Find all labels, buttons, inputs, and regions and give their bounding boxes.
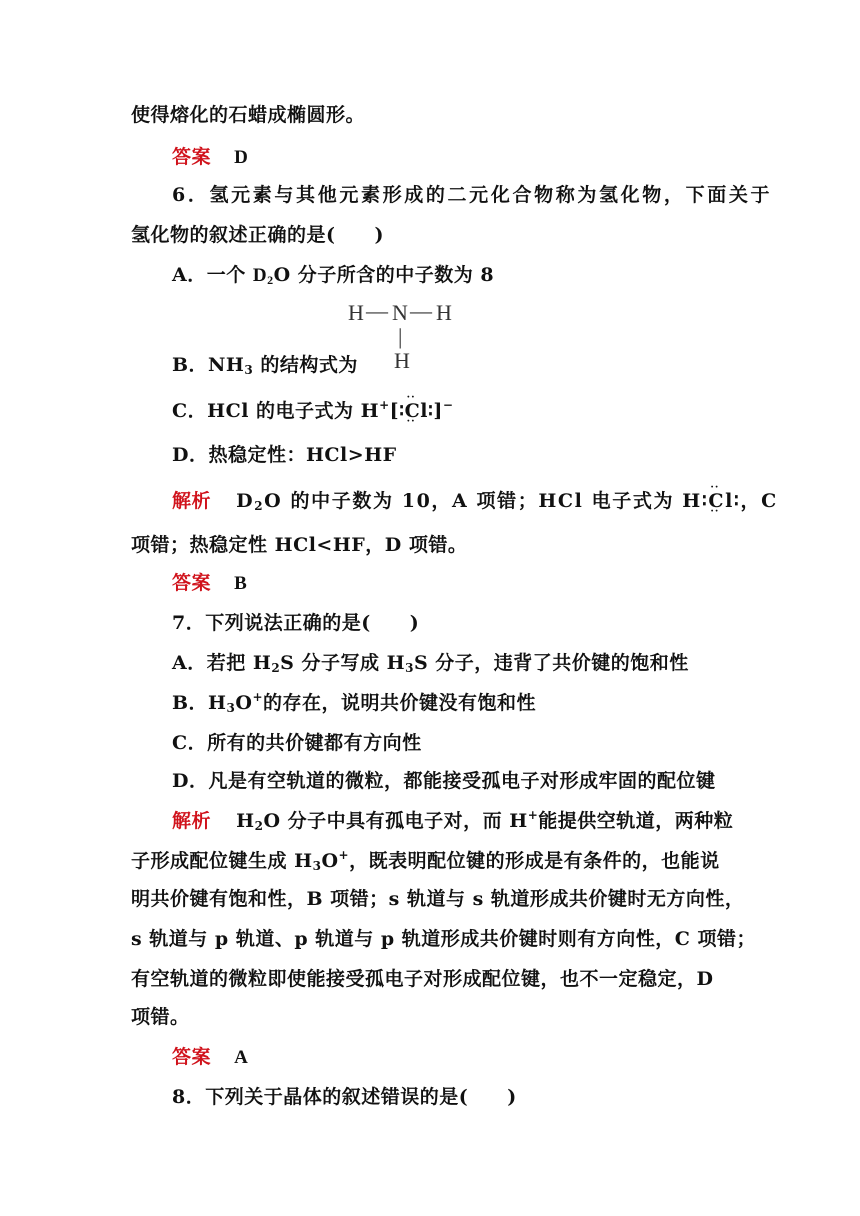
bond: — xyxy=(410,298,432,323)
option-text: 的存在，说明共价键没有饱和性 xyxy=(263,692,537,714)
option-text: C．HCl 的电子式为 H xyxy=(172,400,380,422)
text-line xyxy=(131,106,365,125)
explanation-text: O 的中子数为 10，A 项错；HCl 电子式为 H∶ xyxy=(264,490,709,512)
explanation-line xyxy=(131,1008,190,1027)
option-text: C．所有的共价键都有方向性 xyxy=(172,732,422,754)
question-8-stem xyxy=(172,1088,517,1107)
option-c xyxy=(172,398,454,422)
option-b xyxy=(172,356,358,375)
subscript: 2 xyxy=(254,819,264,833)
subscript: 2 xyxy=(254,499,265,513)
answer-line xyxy=(172,148,248,167)
explanation-text: ，既表明配位键的形成是有条件的，也能说 xyxy=(349,850,720,872)
option-text: D．凡是有空轨道的微粒，都能接受孤电子对形成牢固的配位键 xyxy=(172,770,716,792)
option-text: O xyxy=(235,692,253,714)
option-text: S 分子写成 H xyxy=(280,652,406,674)
question-text: 氢化物的叙述正确的是( ) xyxy=(131,224,384,246)
option-text: 的结构式为 xyxy=(253,354,358,376)
chlorine-atom: ·· Cl ·· xyxy=(405,402,428,421)
question-7-stem xyxy=(172,614,419,633)
explanation-line xyxy=(172,808,734,833)
option-text: D．热稳定性：HCl>HF xyxy=(172,444,397,466)
option-text: A．若把 H xyxy=(172,652,272,674)
bracket: [∶ xyxy=(389,400,405,422)
explanation-text: 明共价键有饱和性，B 项错；s 轨道与 s 轨道形成共价键时无方向性， xyxy=(131,888,745,910)
explanation-line xyxy=(131,848,720,873)
atom-h: H xyxy=(394,348,410,373)
question-text: 7．下列说法正确的是( ) xyxy=(172,612,420,634)
option-a xyxy=(172,266,494,285)
subscript: 3 xyxy=(405,661,414,675)
answer-label: 答案 xyxy=(172,1046,212,1068)
question-text: 8．下列关于晶体的叙述错误的是( ) xyxy=(172,1086,517,1108)
bond: | xyxy=(398,324,403,349)
explanation-label: 解析 xyxy=(172,810,212,832)
explanation-line xyxy=(131,930,756,949)
answer-label: 答案 xyxy=(172,146,212,168)
question-6-stem-cont xyxy=(131,226,384,245)
paragraph-text: 使得熔化的石蜡成椭圆形。 xyxy=(131,104,366,126)
explanation-line xyxy=(131,890,744,909)
option-c xyxy=(172,734,422,753)
answer-value: A xyxy=(234,1047,249,1068)
explanation-line xyxy=(172,490,778,513)
explanation-text: H xyxy=(236,810,255,832)
explanation-line xyxy=(131,970,713,989)
subscript: 3 xyxy=(244,363,254,377)
answer-value: B xyxy=(234,573,248,594)
option-text: O 分子所含的中子数为 8 xyxy=(273,264,495,286)
answer-value: D xyxy=(234,147,249,168)
option-text: A．一个 xyxy=(172,264,253,286)
superscript: + xyxy=(379,398,390,412)
option-text: B．H xyxy=(172,692,227,714)
explanation-text: O xyxy=(321,850,339,872)
subscript: 3 xyxy=(226,701,236,715)
superscript: + xyxy=(338,848,350,862)
answer-label: 答案 xyxy=(172,572,212,594)
subscript: 2 xyxy=(271,661,281,675)
formula-d: D xyxy=(252,265,268,286)
bond: — xyxy=(366,298,388,323)
option-text: B．NH xyxy=(172,354,245,376)
option-text: S 分子，违背了共价键的饱和性 xyxy=(413,652,689,674)
option-a xyxy=(172,654,689,673)
superscript: + xyxy=(252,690,263,704)
atom-n: N xyxy=(392,300,408,325)
explanation-text: 项错；热稳定性 HCl<HF，D 项错。 xyxy=(131,534,468,556)
answer-line xyxy=(172,1048,248,1067)
explanation-label: 解析 xyxy=(172,490,212,512)
option-d xyxy=(172,772,715,791)
chlorine-atom: ·· Cl ·· xyxy=(708,492,734,511)
nh3-structure-diagram xyxy=(348,300,468,380)
subscript: 2 xyxy=(267,273,274,287)
explanation-text: 子形成配位键生成 H xyxy=(131,850,313,872)
explanation-text: 有空轨道的微粒即使能接受孤电子对形成配位键，也不一定稳定，D xyxy=(131,968,714,990)
explanation-text: ∶，C xyxy=(733,490,778,512)
atom-h: H xyxy=(436,300,452,325)
superscript: + xyxy=(527,808,539,822)
explanation-line xyxy=(131,536,467,555)
explanation-text: D xyxy=(236,490,255,512)
superscript: − xyxy=(442,398,454,412)
subscript: 3 xyxy=(312,859,322,873)
atom-h: H xyxy=(348,300,364,325)
explanation-text: O 分子中具有孤电子对，而 H xyxy=(263,810,528,832)
option-b xyxy=(172,690,537,715)
explanation-text: s 轨道与 p 轨道、p 轨道与 p 轨道形成共价键时则有方向性，C 项错； xyxy=(131,928,756,950)
explanation-text: 能提供空轨道，两种粒 xyxy=(538,810,734,832)
question-text: 6．氢元素与其他元素形成的二元化合物称为氢化物，下面关于 xyxy=(172,184,770,206)
explanation-text: 项错。 xyxy=(131,1006,190,1028)
bracket: ∶] xyxy=(427,400,443,422)
answer-line xyxy=(172,574,247,593)
question-6-stem xyxy=(172,186,770,205)
option-d xyxy=(172,446,397,465)
